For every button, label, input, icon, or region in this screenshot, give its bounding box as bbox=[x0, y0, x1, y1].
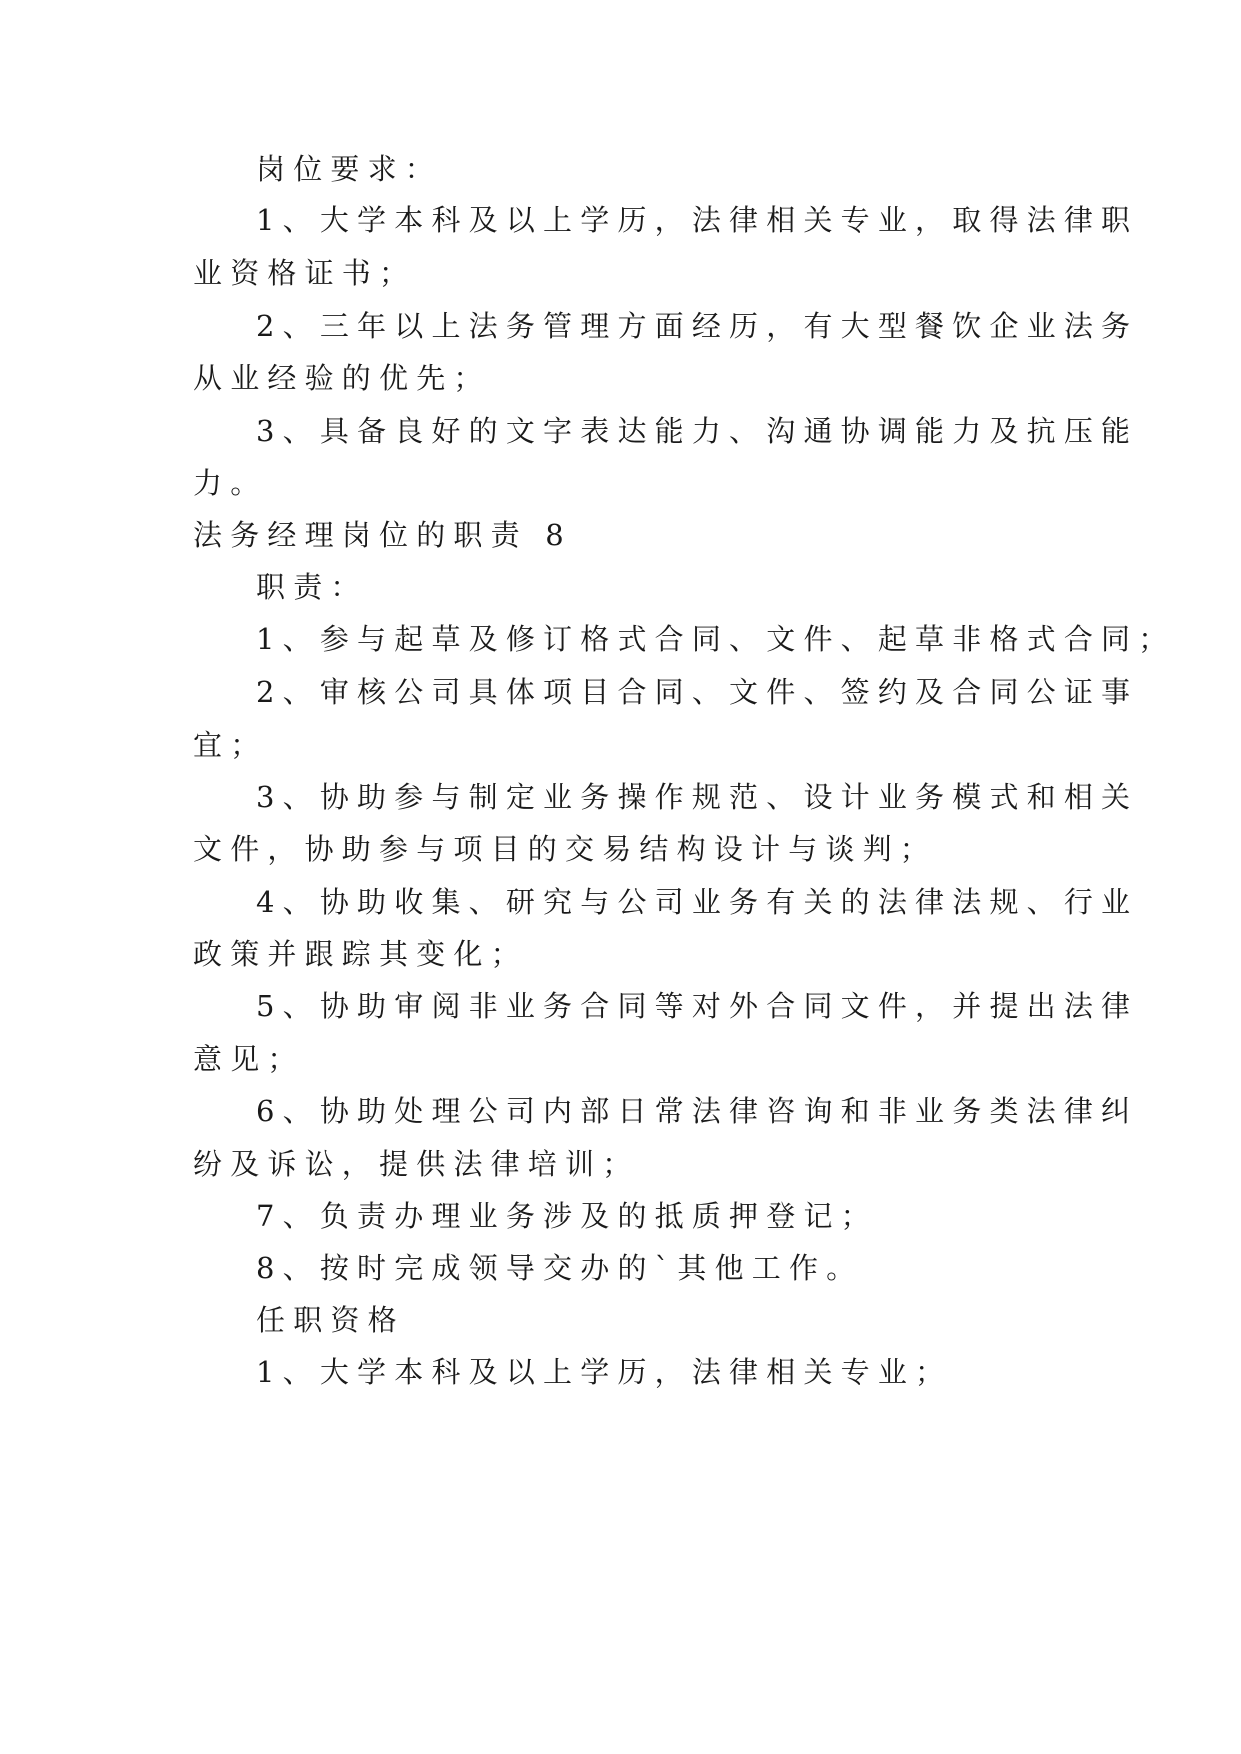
requirement-3-line-1: 3、具备良好的文字表达能力、沟通协调能力及抗压能 bbox=[256, 414, 1139, 448]
duty-1-line-1: 1、参与起草及修订格式合同、文件、起草非格式合同； bbox=[256, 622, 1176, 656]
requirement-3-line-2: 力。 bbox=[193, 466, 268, 500]
section-8-title: 法务经理岗位的职责 8 bbox=[193, 518, 572, 552]
duty-5-line-2: 意见； bbox=[193, 1042, 305, 1076]
requirement-1-line-2: 业资格证书； bbox=[193, 256, 417, 290]
qualification-1-line-1: 1、大学本科及以上学历，法律相关专业； bbox=[256, 1355, 953, 1389]
duty-3-line-2: 文件，协助参与项目的交易结构设计与谈判； bbox=[193, 832, 938, 866]
duty-3-line-1: 3、协助参与制定业务操作规范、设计业务模式和相关 bbox=[256, 780, 1139, 814]
requirements-heading: 岗位要求： bbox=[256, 152, 443, 186]
duty-4-line-2: 政策并跟踪其变化； bbox=[193, 937, 528, 971]
qualifications-heading: 任职资格 bbox=[256, 1303, 405, 1337]
requirement-1-line-1: 1、大学本科及以上学历，法律相关专业，取得法律职 bbox=[256, 203, 1139, 237]
requirement-2-line-2: 从业经验的优先； bbox=[193, 361, 491, 395]
duties-heading: 职责： bbox=[256, 570, 368, 604]
duty-6-line-1: 6、协助处理公司内部日常法律咨询和非业务类法律纠 bbox=[256, 1094, 1139, 1128]
duty-7-line-1: 7、负责办理业务涉及的抵质押登记； bbox=[256, 1199, 878, 1233]
requirement-2-line-1: 2、三年以上法务管理方面经历，有大型餐饮企业法务 bbox=[256, 309, 1139, 343]
duty-4-line-1: 4、协助收集、研究与公司业务有关的法律法规、行业 bbox=[256, 885, 1139, 919]
duty-8-line-1: 8、按时完成领导交办的`其他工作。 bbox=[256, 1251, 864, 1285]
duty-2-line-2: 宜； bbox=[193, 728, 268, 762]
duty-2-line-1: 2、审核公司具体项目合同、文件、签约及合同公证事 bbox=[256, 675, 1139, 709]
duty-5-line-1: 5、协助审阅非业务合同等对外合同文件，并提出法律 bbox=[256, 989, 1139, 1023]
duty-6-line-2: 纷及诉讼，提供法律培训； bbox=[193, 1147, 640, 1181]
